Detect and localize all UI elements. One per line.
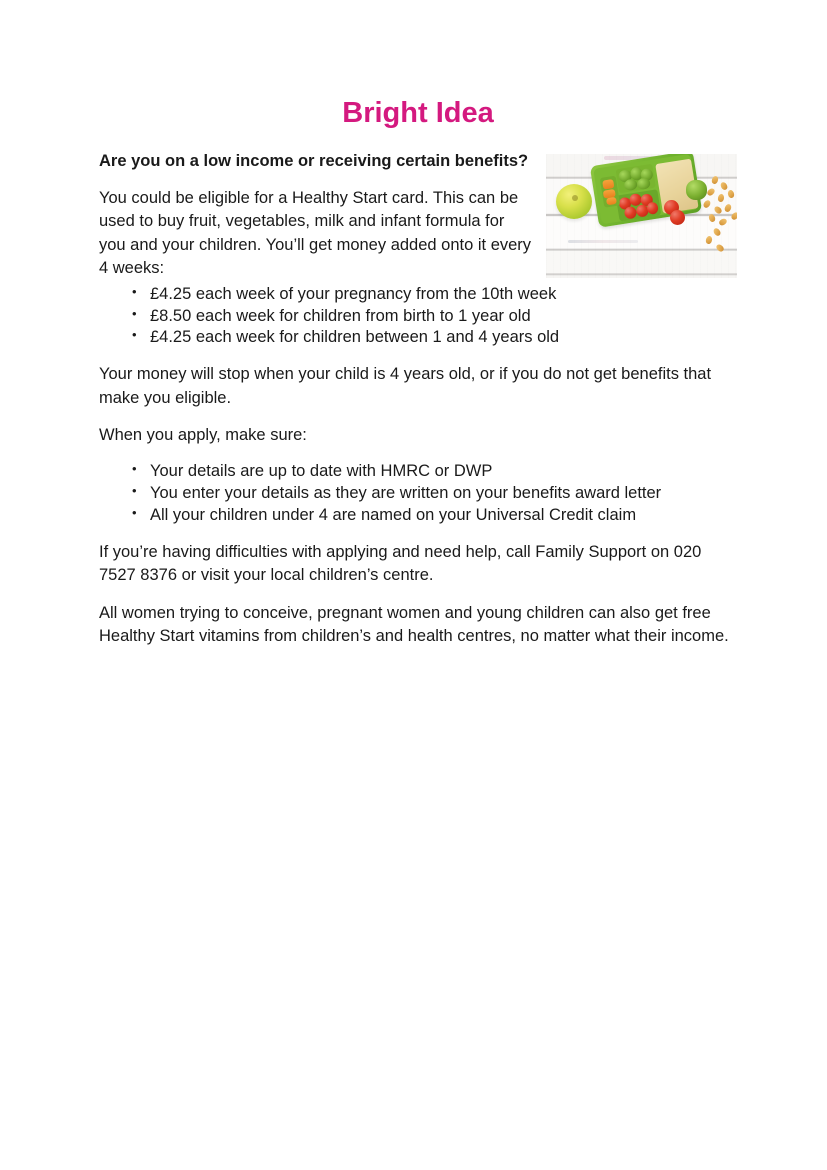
money-stop-paragraph: Your money will stop when your child is 4 years old, or if you do not get benefits that make you eligible. xyxy=(99,365,712,407)
intro-paragraph: You could be eligible for a Healthy Start card. This can be used to buy fruit, vegetables, milk and infant formula for you and your children. You’ll get money added onto it every 4 weeks: xyxy=(99,188,532,277)
green-apple-icon xyxy=(556,184,592,219)
list-item: • Your details are up to date with HMRC or DWP xyxy=(150,461,737,483)
loose-cherry-tomato xyxy=(670,210,685,225)
cherry-tomato xyxy=(624,206,638,220)
cherry-tomato xyxy=(646,201,659,215)
payments-list xyxy=(99,284,737,349)
list-item: • £4.25 each week of your pregnancy from the 10th week xyxy=(150,284,737,306)
intro-block xyxy=(99,151,737,284)
section-heading: Are you on a low income or receiving certain benefits? xyxy=(99,151,529,170)
loose-broccoli-icon xyxy=(686,180,707,200)
list-item: • £8.50 each week for children from birth to 1 year old xyxy=(150,306,737,328)
document-content xyxy=(99,96,737,648)
healthy-food-photo xyxy=(546,154,737,278)
help-paragraph: If you’re having difficulties with applying and need help, call Family Support on 020 7527 8376 or visit your local children’s centre. xyxy=(99,542,702,585)
list-item: • All your children under 4 are named on your Universal Credit claim xyxy=(150,505,737,527)
broccoli-piece xyxy=(636,177,651,190)
carrot-stick xyxy=(606,197,617,205)
list-item: • You enter your details as they are written on your benefits award letter xyxy=(150,483,737,505)
broccoli-piece xyxy=(623,178,638,191)
tomato-compartment xyxy=(616,189,662,221)
vitamins-paragraph: All women trying to conceive, pregnant women and young children can also get free Healthy Start vitamins from children’s and health centres, no matter what their income. xyxy=(99,603,729,645)
apply-lead-in: When you apply, make sure: xyxy=(99,425,307,444)
vegetable-compartment xyxy=(616,164,656,193)
apply-checklist xyxy=(99,461,737,526)
carrot-stick xyxy=(602,179,614,190)
list-item: • £4.25 each week for children between 1 and 4 years old xyxy=(150,327,737,349)
photo-faint-text-bottom xyxy=(568,240,638,243)
page-title: Bright Idea xyxy=(342,97,494,129)
